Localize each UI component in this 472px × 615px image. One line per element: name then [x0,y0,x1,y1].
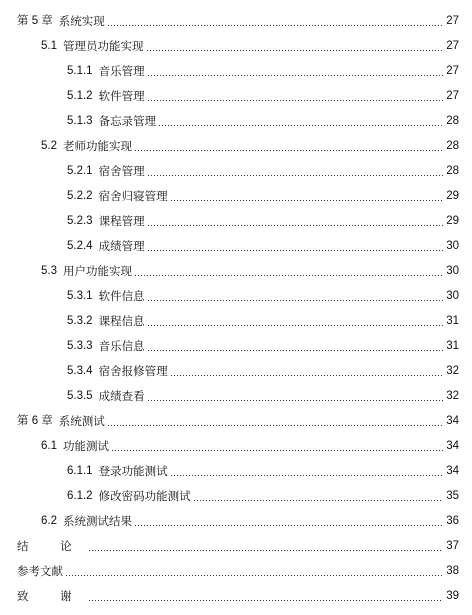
toc-entry-page: 32 [446,364,459,377]
toc-entry-number: 5.1.2 [67,89,93,102]
toc-entry[interactable] [0,258,472,283]
toc-entry-number: 5.2.3 [67,214,93,227]
toc-entry-title: 系统实现 [58,13,105,28]
toc-entry-number: 6.1.2 [67,489,93,502]
toc-entry[interactable] [0,233,472,258]
toc-entry-title: 宿舍归寝管理 [98,188,168,203]
toc-entry-page: 28 [446,114,459,127]
toc-entry-number: 5.3.2 [67,314,93,327]
toc-entry[interactable] [0,208,472,233]
toc-entry-title: 登录功能测试 [98,463,168,478]
toc-entry[interactable] [0,283,472,308]
toc-entry-title: 备忘录管理 [98,113,157,128]
dot-leader [170,200,443,201]
toc-entry-page: 30 [446,264,459,277]
toc-entry[interactable] [0,483,472,508]
dot-leader [147,100,443,101]
toc-entry-number: 5.1.3 [67,114,93,127]
toc-entry[interactable] [0,333,472,358]
dot-leader [170,475,443,476]
toc-entry-page: 27 [446,64,459,77]
toc-entry-title: 课程管理 [98,213,145,228]
toc-entry-number: 5.1 [41,39,57,52]
toc-entry-title: 宿舍管理 [98,163,145,178]
dot-leader [147,350,443,351]
toc-entry-title: 结 论 [17,538,86,553]
toc-entry-title: 宿舍报修管理 [98,363,168,378]
dot-leader [193,500,443,501]
toc-entry-page: 27 [446,89,459,102]
toc-entry[interactable] [0,133,472,158]
toc-entry-page: 29 [446,214,459,227]
toc-entry[interactable] [0,558,472,583]
toc-entry-page: 34 [446,464,459,477]
dot-leader [147,250,443,251]
dot-leader [147,225,443,226]
toc-entry-title: 音乐管理 [98,63,145,78]
toc-entry[interactable] [0,308,472,333]
toc-entry-number: 第 6 章 [17,414,53,427]
dot-leader [147,300,443,301]
toc-entry-number: 6.1.1 [67,464,93,477]
toc-entry-page: 34 [446,439,459,452]
toc-entry-title: 管理员功能实现 [63,38,144,53]
dot-leader [170,375,443,376]
toc-entry[interactable] [0,358,472,383]
toc-entry-page: 29 [446,189,459,202]
toc-entry-page: 27 [446,39,459,52]
toc-entry[interactable] [0,408,472,433]
toc-entry-title: 用户功能实现 [63,263,132,278]
toc-entry-title: 成绩查看 [98,388,145,403]
toc-entry-number: 5.3.3 [67,339,93,352]
toc-entry-number: 5.2.2 [67,189,93,202]
dot-leader [147,325,443,326]
toc-entry[interactable] [0,433,472,458]
toc-entry-number: 5.3.5 [67,389,93,402]
dot-leader [111,450,443,451]
toc-entry-number: 5.2.1 [67,164,93,177]
dot-leader [88,600,443,601]
table-of-contents [0,8,472,608]
toc-entry-title: 软件管理 [98,88,145,103]
toc-entry[interactable] [0,583,472,608]
toc-entry-number: 5.3.1 [67,289,93,302]
toc-entry-title: 老师功能实现 [63,138,132,153]
toc-entry-page: 30 [446,239,459,252]
toc-entry-number: 5.2.4 [67,239,93,252]
toc-entry-number: 第 5 章 [17,14,53,27]
toc-entry-page: 30 [446,289,459,302]
toc-entry-title: 参考文献 [17,563,63,578]
toc-entry-title: 软件信息 [98,288,145,303]
toc-entry-page: 27 [446,14,459,27]
dot-leader [134,275,443,276]
toc-entry-page: 38 [446,564,459,577]
toc-entry[interactable] [0,108,472,133]
toc-entry-number: 6.2 [41,514,57,527]
dot-leader [134,150,443,151]
toc-entry-number: 5.3.4 [67,364,93,377]
toc-entry-number: 5.1.1 [67,64,93,77]
toc-entry-page: 35 [446,489,459,502]
dot-leader [65,575,443,576]
toc-entry[interactable] [0,33,472,58]
toc-entry-page: 37 [446,539,459,552]
dot-leader [147,175,443,176]
toc-entry[interactable] [0,458,472,483]
toc-entry[interactable] [0,83,472,108]
toc-entry[interactable] [0,8,472,33]
toc-entry-title: 课程信息 [98,313,145,328]
toc-entry-number: 5.3 [41,264,57,277]
toc-entry[interactable] [0,383,472,408]
toc-entry-title: 系统测试 [58,413,105,428]
toc-entry-page: 39 [446,589,459,602]
toc-entry-page: 34 [446,414,459,427]
dot-leader [107,25,443,26]
toc-entry-number: 6.1 [41,439,57,452]
toc-entry-page: 31 [446,339,459,352]
dot-leader [147,400,443,401]
toc-entry-page: 31 [446,314,459,327]
toc-entry-page: 36 [446,514,459,527]
toc-entry-page: 32 [446,389,459,402]
dot-leader [158,125,443,126]
toc-entry[interactable] [0,533,472,558]
toc-entry[interactable] [0,158,472,183]
toc-entry-title: 音乐信息 [98,338,145,353]
toc-entry-title: 成绩管理 [98,238,145,253]
dot-leader [146,50,444,51]
toc-entry-title: 修改密码功能测试 [98,488,191,503]
toc-entry[interactable] [0,58,472,83]
toc-entry-title: 功能测试 [63,438,109,453]
toc-entry-title: 致 谢 [17,588,86,603]
toc-entry[interactable] [0,508,472,533]
toc-entry-number: 5.2 [41,139,57,152]
dot-leader [107,425,443,426]
toc-entry-page: 28 [446,164,459,177]
toc-entry-page: 28 [446,139,459,152]
toc-entry[interactable] [0,183,472,208]
toc-entry-title: 系统测试结果 [63,513,132,528]
dot-leader [88,550,443,551]
dot-leader [147,75,443,76]
dot-leader [134,525,443,526]
